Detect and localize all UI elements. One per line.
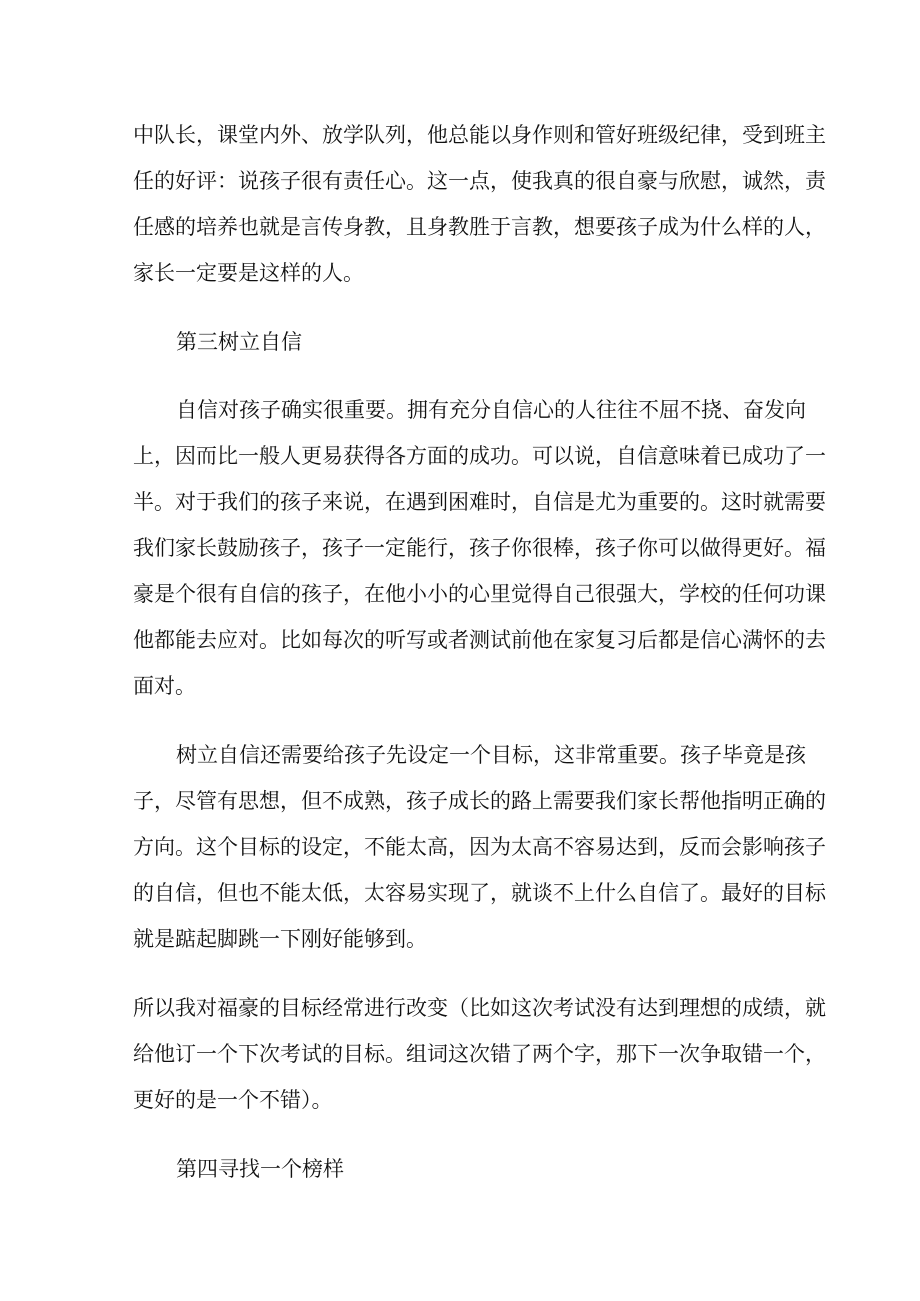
section-heading-confidence: 第三树立自信 [176,330,302,354]
text-line: 他都能去应对。比如每次的听写或者测试前他在家复习后都是信心满怀的去 [133,628,826,652]
text-line: 上，因而比一般人更易获得各方面的成功。可以说，自信意味着已成功了一 [133,444,826,468]
text-line: 子，尽管有思想，但不成熟，孩子成长的路上需要我们家长帮他指明正确的 [133,789,826,813]
text-line: 家长一定要是这样的人。 [133,261,364,285]
text-line: 半。对于我们的孩子来说，在遇到困难时，自信是尤为重要的。这时就需要 [133,490,826,514]
text-line: 面对。 [133,674,196,698]
text-line: 任感的培养也就是言传身教，且身教胜于言教，想要孩子成为什么样的人， [133,215,826,239]
text-line: 任的好评：说孩子很有责任心。这一点，使我真的很自豪与欣慰，诚然，责 [133,169,826,193]
text-line: 所以我对福豪的目标经常进行改变（比如这次考试没有达到理想的成绩，就 [133,996,826,1020]
section-heading-role-model: 第四寻找一个榜样 [176,1157,344,1181]
text-line: 更好的是一个不错）。 [133,1088,333,1112]
text-line: 就是踮起脚跳一下刚好能够到。 [133,927,427,951]
text-line: 豪是个很有自信的孩子，在他小小的心里觉得自己很强大，学校的任何功课 [133,582,826,606]
text-line: 树立自信还需要给孩子先设定一个目标，这非常重要。孩子毕竟是孩 [176,743,806,767]
text-line: 中队长，课堂内外、放学队列，他总能以身作则和管好班级纪律，受到班主 [133,123,826,147]
text-line: 的自信，但也不能太低，太容易实现了，就谈不上什么自信了。最好的目标 [133,881,826,905]
text-line: 方向。这个目标的设定，不能太高，因为太高不容易达到，反而会影响孩子 [133,835,826,859]
text-line: 我们家长鼓励孩子，孩子一定能行，孩子你很棒，孩子你可以做得更好。福 [133,536,826,560]
text-line: 给他订一个下次考试的目标。组词这次错了两个字，那下一次争取错一个， [133,1042,826,1066]
text-line: 自信对孩子确实很重要。拥有充分自信心的人往往不屈不挠、奋发向 [176,398,806,422]
